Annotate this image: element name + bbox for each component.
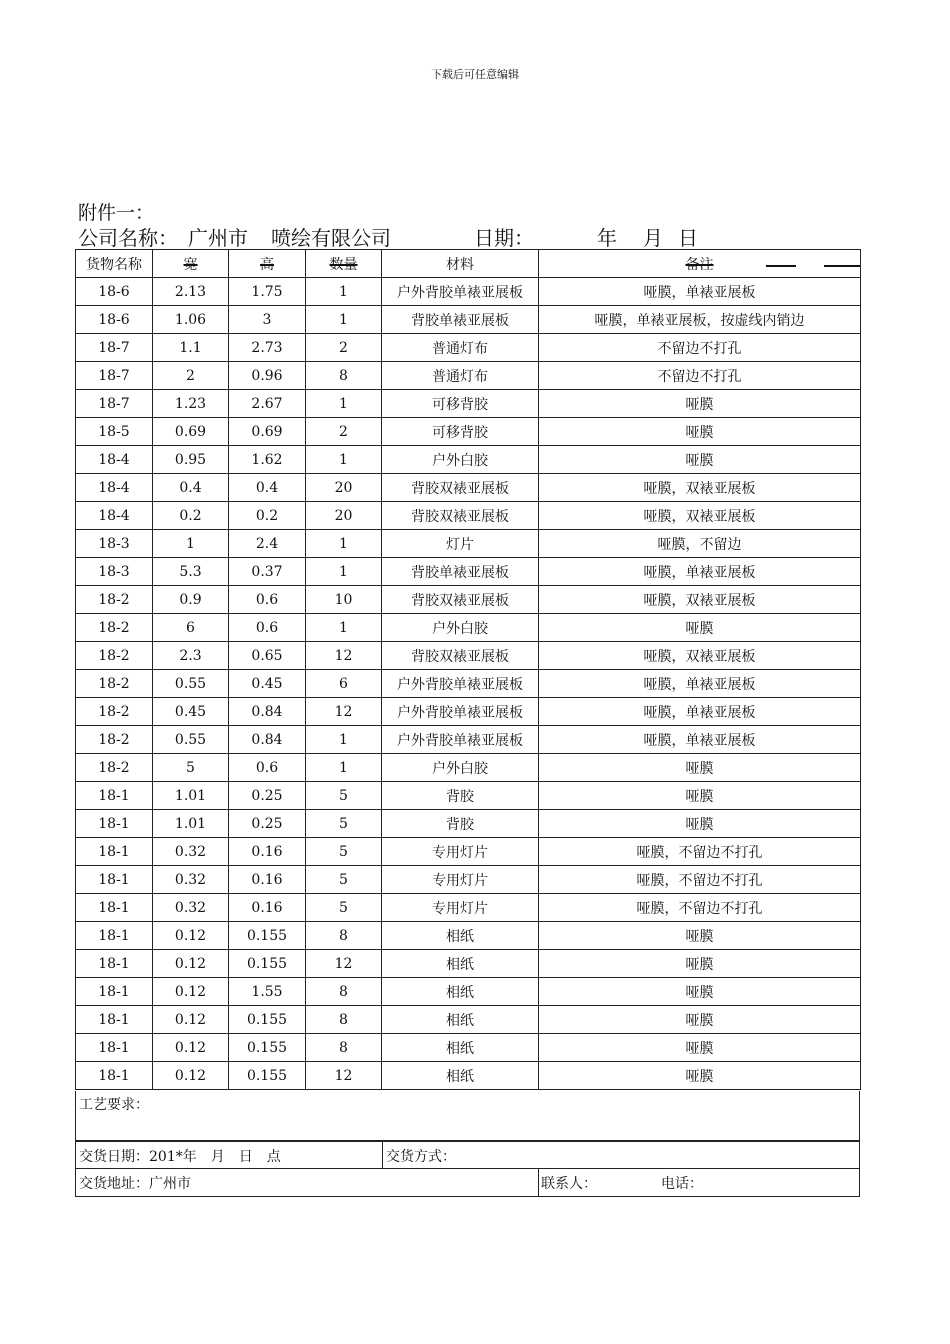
cell-quantity: 8 <box>306 978 382 1006</box>
cell-quantity: 2 <box>306 334 382 362</box>
cell-height: 0.96 <box>229 362 306 390</box>
cell-height: 0.155 <box>229 950 306 978</box>
cell-material: 可移背胶 <box>382 418 539 446</box>
cell-material: 户外背胶单裱亚展板 <box>382 726 539 754</box>
cell-material: 户外背胶单裱亚展板 <box>382 670 539 698</box>
cell-remark: 哑膜，单裱亚展板，按虚线内销边 <box>539 306 861 334</box>
cell-remark: 哑膜 <box>539 810 861 838</box>
cell-quantity: 12 <box>306 950 382 978</box>
cell-height: 0.16 <box>229 838 306 866</box>
cell-material: 灯片 <box>382 530 539 558</box>
cell-goods-name: 18-4 <box>76 502 153 530</box>
cell-goods-name: 18-3 <box>76 558 153 586</box>
table-row <box>76 642 861 670</box>
cell-quantity: 1 <box>306 558 382 586</box>
cell-quantity: 5 <box>306 866 382 894</box>
cell-width: 0.69 <box>153 418 229 446</box>
cell-remark: 哑膜 <box>539 754 861 782</box>
cell-goods-name: 18-2 <box>76 642 153 670</box>
cell-width: 1.23 <box>153 390 229 418</box>
cell-height: 0.16 <box>229 894 306 922</box>
cell-width: 0.9 <box>153 586 229 614</box>
cell-height: 0.6 <box>229 754 306 782</box>
annex-title: 附件一： <box>78 202 155 224</box>
address-row <box>75 1168 860 1197</box>
cell-goods-name: 18-5 <box>76 418 153 446</box>
cell-goods-name: 18-2 <box>76 670 153 698</box>
table-row <box>76 558 861 586</box>
cell-quantity: 8 <box>306 922 382 950</box>
cell-material: 背胶双裱亚展板 <box>382 642 539 670</box>
date-year: 年 <box>597 226 617 250</box>
cell-remark: 哑膜，不留边不打孔 <box>539 894 861 922</box>
cell-width: 1.06 <box>153 306 229 334</box>
table-row <box>76 754 861 782</box>
table-row <box>76 362 861 390</box>
company-city: 广州市 <box>188 226 248 250</box>
cell-width: 1.01 <box>153 782 229 810</box>
company-suffix: 喷绘有限公司 <box>271 226 391 250</box>
cell-goods-name: 18-2 <box>76 614 153 642</box>
table-row <box>76 922 861 950</box>
header-goods-name: 货物名称 <box>76 250 153 278</box>
table-row <box>76 782 861 810</box>
table-row <box>76 446 861 474</box>
cell-remark: 哑膜，单裱亚展板 <box>539 670 861 698</box>
cell-remark: 哑膜 <box>539 922 861 950</box>
cell-goods-name: 18-4 <box>76 474 153 502</box>
table-row <box>76 586 861 614</box>
cell-height: 0.155 <box>229 1062 306 1090</box>
delivery-row <box>75 1141 860 1169</box>
table-row <box>76 1034 861 1062</box>
cell-goods-name: 18-1 <box>76 810 153 838</box>
cell-material: 专用灯片 <box>382 894 539 922</box>
cell-material: 普通灯布 <box>382 362 539 390</box>
cell-width: 0.12 <box>153 978 229 1006</box>
cell-height: 2.67 <box>229 390 306 418</box>
cell-material: 相纸 <box>382 950 539 978</box>
cell-width: 5.3 <box>153 558 229 586</box>
cell-width: 0.2 <box>153 502 229 530</box>
cell-height: 0.6 <box>229 586 306 614</box>
cell-quantity: 5 <box>306 894 382 922</box>
cell-quantity: 8 <box>306 1034 382 1062</box>
table-row <box>76 810 861 838</box>
table-row <box>76 418 861 446</box>
cell-goods-name: 18-7 <box>76 390 153 418</box>
company-label: 公司名称： <box>78 226 178 250</box>
cell-width: 0.55 <box>153 726 229 754</box>
cell-material: 背胶 <box>382 782 539 810</box>
address-divider <box>538 1169 539 1196</box>
date-day: 日 <box>678 226 698 250</box>
cell-material: 相纸 <box>382 978 539 1006</box>
cell-width: 0.32 <box>153 866 229 894</box>
cell-width: 0.32 <box>153 894 229 922</box>
cell-height: 0.155 <box>229 1006 306 1034</box>
cell-quantity: 2 <box>306 418 382 446</box>
cell-quantity: 1 <box>306 726 382 754</box>
cell-remark: 哑膜，双裱亚展板 <box>539 586 861 614</box>
cell-remark: 哑膜，双裱亚展板 <box>539 474 861 502</box>
cell-remark: 不留边不打孔 <box>539 362 861 390</box>
cell-height: 3 <box>229 306 306 334</box>
cell-material: 相纸 <box>382 1006 539 1034</box>
cell-remark: 哑膜 <box>539 390 861 418</box>
table-row <box>76 866 861 894</box>
cell-material: 背胶双裱亚展板 <box>382 474 539 502</box>
cell-quantity: 1 <box>306 390 382 418</box>
delivery-method: 交货方式： <box>386 1149 456 1165</box>
cell-goods-name: 18-6 <box>76 306 153 334</box>
table-row <box>76 670 861 698</box>
cell-material: 背胶 <box>382 810 539 838</box>
header-dash-1 <box>766 265 796 267</box>
delivery-divider <box>382 1142 383 1168</box>
cell-goods-name: 18-1 <box>76 978 153 1006</box>
cell-goods-name: 18-2 <box>76 698 153 726</box>
cell-material: 相纸 <box>382 1062 539 1090</box>
cell-material: 可移背胶 <box>382 390 539 418</box>
cell-width: 1.1 <box>153 334 229 362</box>
date-month: 月 <box>643 226 663 250</box>
cell-quantity: 5 <box>306 782 382 810</box>
cell-height: 0.25 <box>229 810 306 838</box>
cell-remark: 哑膜 <box>539 418 861 446</box>
cell-remark: 哑膜，单裱亚展板 <box>539 698 861 726</box>
table-header-row <box>76 250 861 278</box>
cell-width: 2.3 <box>153 642 229 670</box>
delivery-address: 交货地址：广州市 <box>79 1176 191 1192</box>
cell-goods-name: 18-2 <box>76 586 153 614</box>
cell-height: 0.2 <box>229 502 306 530</box>
table-row <box>76 530 861 558</box>
cell-remark: 哑膜，不留边不打孔 <box>539 866 861 894</box>
cell-quantity: 6 <box>306 670 382 698</box>
table-row <box>76 978 861 1006</box>
cell-material: 专用灯片 <box>382 866 539 894</box>
cell-material: 背胶单裱亚展板 <box>382 306 539 334</box>
cell-width: 0.45 <box>153 698 229 726</box>
cell-height: 0.37 <box>229 558 306 586</box>
header-quantity: 数量 <box>306 250 382 278</box>
cell-height: 0.65 <box>229 642 306 670</box>
cell-remark: 哑膜，双裱亚展板 <box>539 642 861 670</box>
cell-remark: 哑膜 <box>539 446 861 474</box>
table-row <box>76 894 861 922</box>
table-row <box>76 474 861 502</box>
cell-material: 背胶双裱亚展板 <box>382 502 539 530</box>
delivery-date: 交货日期：201*年 月 日 点 <box>79 1149 281 1165</box>
cell-height: 2.4 <box>229 530 306 558</box>
cell-width: 0.12 <box>153 1034 229 1062</box>
cell-height: 0.45 <box>229 670 306 698</box>
header-dash-2 <box>824 265 860 267</box>
cell-height: 0.155 <box>229 922 306 950</box>
cell-material: 背胶单裱亚展板 <box>382 558 539 586</box>
craft-label: 工艺要求： <box>79 1097 149 1113</box>
cell-width: 2 <box>153 362 229 390</box>
table-row <box>76 698 861 726</box>
cell-remark: 哑膜，不留边不打孔 <box>539 838 861 866</box>
header-note: 下载后可任意编辑 <box>431 68 519 81</box>
table-row <box>76 334 861 362</box>
cell-width: 0.95 <box>153 446 229 474</box>
cell-goods-name: 18-1 <box>76 838 153 866</box>
cell-goods-name: 18-7 <box>76 362 153 390</box>
date-label: 日期： <box>474 226 534 250</box>
table-row <box>76 950 861 978</box>
table-row <box>76 1006 861 1034</box>
cell-quantity: 1 <box>306 754 382 782</box>
cell-material: 户外白胶 <box>382 614 539 642</box>
cell-height: 0.155 <box>229 1034 306 1062</box>
cell-remark: 哑膜 <box>539 950 861 978</box>
cell-goods-name: 18-1 <box>76 950 153 978</box>
cell-width: 0.4 <box>153 474 229 502</box>
cell-remark: 哑膜，双裱亚展板 <box>539 502 861 530</box>
cell-quantity: 5 <box>306 810 382 838</box>
cell-remark: 哑膜，不留边 <box>539 530 861 558</box>
cell-remark: 哑膜 <box>539 978 861 1006</box>
cell-remark: 哑膜，单裱亚展板 <box>539 726 861 754</box>
table-row <box>76 502 861 530</box>
phone-label: 电话： <box>661 1176 703 1192</box>
cell-width: 0.55 <box>153 670 229 698</box>
table-row <box>76 838 861 866</box>
cell-quantity: 8 <box>306 362 382 390</box>
table-row <box>76 278 861 306</box>
cell-quantity: 1 <box>306 278 382 306</box>
table-row <box>76 306 861 334</box>
cell-material: 专用灯片 <box>382 838 539 866</box>
cell-material: 户外背胶单裱亚展板 <box>382 698 539 726</box>
cell-goods-name: 18-2 <box>76 754 153 782</box>
cell-height: 0.25 <box>229 782 306 810</box>
cell-goods-name: 18-1 <box>76 782 153 810</box>
table-row <box>76 614 861 642</box>
cell-goods-name: 18-1 <box>76 1034 153 1062</box>
cell-quantity: 5 <box>306 838 382 866</box>
cell-height: 0.4 <box>229 474 306 502</box>
cell-width: 0.32 <box>153 838 229 866</box>
cell-height: 0.6 <box>229 614 306 642</box>
cell-material: 户外白胶 <box>382 446 539 474</box>
cell-goods-name: 18-6 <box>76 278 153 306</box>
cell-material: 户外白胶 <box>382 754 539 782</box>
table-row <box>76 390 861 418</box>
header-material: 材料 <box>382 250 539 278</box>
cell-remark: 哑膜，单裱亚展板 <box>539 278 861 306</box>
cell-material: 相纸 <box>382 1034 539 1062</box>
cell-goods-name: 18-1 <box>76 866 153 894</box>
cell-height: 0.16 <box>229 866 306 894</box>
goods-table <box>75 249 861 1090</box>
cell-width: 5 <box>153 754 229 782</box>
cell-material: 相纸 <box>382 922 539 950</box>
cell-quantity: 1 <box>306 446 382 474</box>
cell-width: 0.12 <box>153 1062 229 1090</box>
cell-goods-name: 18-1 <box>76 1006 153 1034</box>
cell-remark: 哑膜 <box>539 1034 861 1062</box>
cell-height: 0.84 <box>229 726 306 754</box>
cell-width: 0.12 <box>153 950 229 978</box>
cell-goods-name: 18-3 <box>76 530 153 558</box>
cell-goods-name: 18-1 <box>76 922 153 950</box>
cell-goods-name: 18-1 <box>76 1062 153 1090</box>
cell-remark: 哑膜 <box>539 614 861 642</box>
cell-width: 1 <box>153 530 229 558</box>
cell-remark: 不留边不打孔 <box>539 334 861 362</box>
craft-requirement-box <box>75 1091 860 1141</box>
cell-remark: 哑膜，单裱亚展板 <box>539 558 861 586</box>
cell-remark: 哑膜 <box>539 1006 861 1034</box>
header-remark <box>539 250 861 278</box>
cell-quantity: 20 <box>306 474 382 502</box>
cell-remark: 哑膜 <box>539 782 861 810</box>
table-row <box>76 1062 861 1090</box>
header-remark-label: 备注 <box>685 256 714 273</box>
cell-material: 背胶双裱亚展板 <box>382 586 539 614</box>
cell-quantity: 12 <box>306 698 382 726</box>
cell-width: 0.12 <box>153 922 229 950</box>
cell-quantity: 1 <box>306 614 382 642</box>
contact-label: 联系人： <box>541 1176 597 1192</box>
cell-goods-name: 18-1 <box>76 894 153 922</box>
cell-quantity: 20 <box>306 502 382 530</box>
cell-quantity: 10 <box>306 586 382 614</box>
cell-height: 1.75 <box>229 278 306 306</box>
cell-quantity: 1 <box>306 530 382 558</box>
cell-height: 2.73 <box>229 334 306 362</box>
cell-height: 0.69 <box>229 418 306 446</box>
cell-quantity: 1 <box>306 306 382 334</box>
cell-quantity: 8 <box>306 1006 382 1034</box>
cell-quantity: 12 <box>306 642 382 670</box>
cell-goods-name: 18-4 <box>76 446 153 474</box>
cell-material: 普通灯布 <box>382 334 539 362</box>
cell-width: 6 <box>153 614 229 642</box>
cell-width: 0.12 <box>153 1006 229 1034</box>
cell-material: 户外背胶单裱亚展板 <box>382 278 539 306</box>
cell-remark: 哑膜 <box>539 1062 861 1090</box>
cell-height: 0.84 <box>229 698 306 726</box>
cell-width: 2.13 <box>153 278 229 306</box>
cell-height: 1.62 <box>229 446 306 474</box>
table-row <box>76 726 861 754</box>
header-width: 宽 <box>153 250 229 278</box>
cell-goods-name: 18-7 <box>76 334 153 362</box>
cell-goods-name: 18-2 <box>76 726 153 754</box>
cell-quantity: 12 <box>306 1062 382 1090</box>
cell-height: 1.55 <box>229 978 306 1006</box>
header-height: 高 <box>229 250 306 278</box>
cell-width: 1.01 <box>153 810 229 838</box>
